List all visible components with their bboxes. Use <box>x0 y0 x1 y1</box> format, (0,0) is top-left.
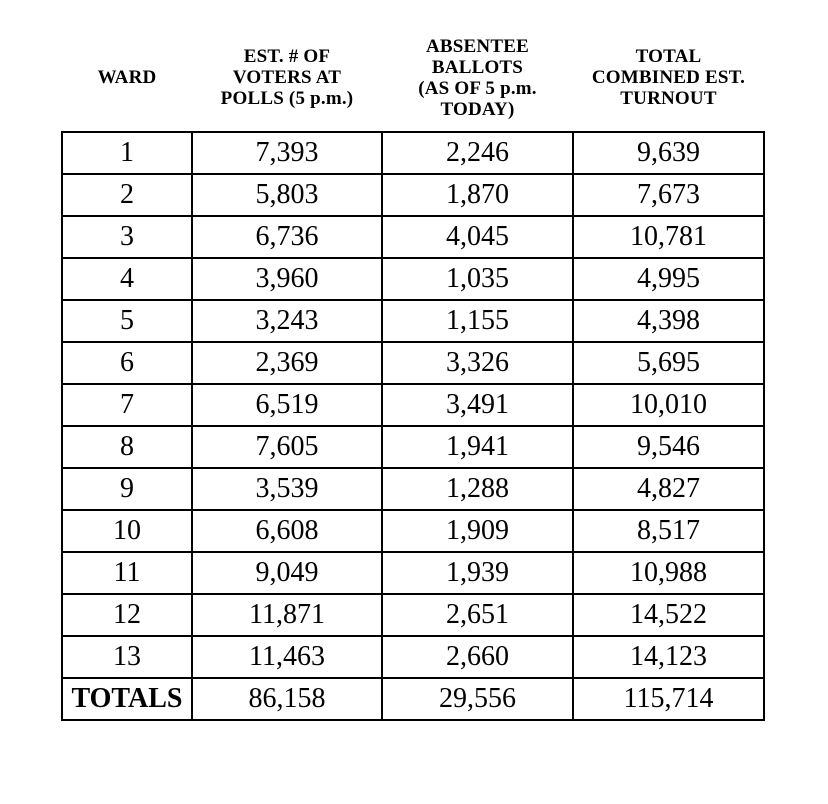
ward-cell: 6 <box>62 342 192 384</box>
total-cell: 4,995 <box>573 258 764 300</box>
header-absentee-ballots: ABSENTEE BALLOTS (AS OF 5 p.m. TODAY) <box>418 35 537 120</box>
total-cell: 10,781 <box>573 216 764 258</box>
turnout-table-body <box>62 132 764 720</box>
table-row <box>62 468 764 510</box>
table-row <box>62 342 764 384</box>
header-ward: WARD <box>97 67 157 88</box>
table-row <box>62 174 764 216</box>
total-cell: 8,517 <box>573 510 764 552</box>
table-row <box>62 552 764 594</box>
total-cell: 7,673 <box>573 174 764 216</box>
voters-cell: 3,243 <box>192 300 382 342</box>
table-row <box>62 216 764 258</box>
totals-label: TOTALS <box>62 678 192 720</box>
absentee-cell: 4,045 <box>382 216 573 258</box>
ward-cell: 3 <box>62 216 192 258</box>
ward-cell: 1 <box>62 132 192 174</box>
voters-cell: 6,519 <box>192 384 382 426</box>
total-cell: 10,010 <box>573 384 764 426</box>
voters-cell: 6,608 <box>192 510 382 552</box>
ward-cell: 11 <box>62 552 192 594</box>
total-cell: 4,827 <box>573 468 764 510</box>
header-total-turnout: TOTAL COMBINED EST. TURNOUT <box>591 46 746 109</box>
total-cell: 9,639 <box>573 132 764 174</box>
voters-cell: 9,049 <box>192 552 382 594</box>
totals-absentee-cell: 29,556 <box>382 678 573 720</box>
absentee-cell: 2,660 <box>382 636 573 678</box>
voters-cell: 11,871 <box>192 594 382 636</box>
absentee-cell: 3,326 <box>382 342 573 384</box>
table-row <box>62 132 764 174</box>
ward-cell: 7 <box>62 384 192 426</box>
absentee-cell: 1,939 <box>382 552 573 594</box>
ward-cell: 10 <box>62 510 192 552</box>
voters-cell: 2,369 <box>192 342 382 384</box>
ward-cell: 13 <box>62 636 192 678</box>
ward-cell: 5 <box>62 300 192 342</box>
absentee-cell: 1,288 <box>382 468 573 510</box>
ward-cell: 2 <box>62 174 192 216</box>
turnout-table <box>61 131 765 721</box>
total-cell: 5,695 <box>573 342 764 384</box>
absentee-cell: 1,155 <box>382 300 573 342</box>
table-row <box>62 300 764 342</box>
totals-row <box>62 678 764 720</box>
voters-cell: 3,539 <box>192 468 382 510</box>
table-row <box>62 426 764 468</box>
voters-cell: 5,803 <box>192 174 382 216</box>
absentee-cell: 1,870 <box>382 174 573 216</box>
header-voters-at-polls: EST. # OF VOTERS AT POLLS (5 p.m.) <box>220 46 354 109</box>
table-row <box>62 636 764 678</box>
voters-cell: 11,463 <box>192 636 382 678</box>
table-row <box>62 510 764 552</box>
totals-voters-cell: 86,158 <box>192 678 382 720</box>
table-row <box>62 384 764 426</box>
absentee-cell: 2,246 <box>382 132 573 174</box>
totals-total-cell: 115,714 <box>573 678 764 720</box>
voters-cell: 7,605 <box>192 426 382 468</box>
ward-cell: 8 <box>62 426 192 468</box>
voters-cell: 6,736 <box>192 216 382 258</box>
table-header-row <box>62 25 764 130</box>
total-cell: 4,398 <box>573 300 764 342</box>
table-row <box>62 258 764 300</box>
absentee-cell: 1,909 <box>382 510 573 552</box>
ward-cell: 9 <box>62 468 192 510</box>
voters-cell: 3,960 <box>192 258 382 300</box>
total-cell: 14,522 <box>573 594 764 636</box>
total-cell: 10,988 <box>573 552 764 594</box>
absentee-cell: 3,491 <box>382 384 573 426</box>
total-cell: 14,123 <box>573 636 764 678</box>
absentee-cell: 1,941 <box>382 426 573 468</box>
total-cell: 9,546 <box>573 426 764 468</box>
table-row <box>62 594 764 636</box>
ward-cell: 4 <box>62 258 192 300</box>
ward-cell: 12 <box>62 594 192 636</box>
voters-cell: 7,393 <box>192 132 382 174</box>
absentee-cell: 1,035 <box>382 258 573 300</box>
absentee-cell: 2,651 <box>382 594 573 636</box>
